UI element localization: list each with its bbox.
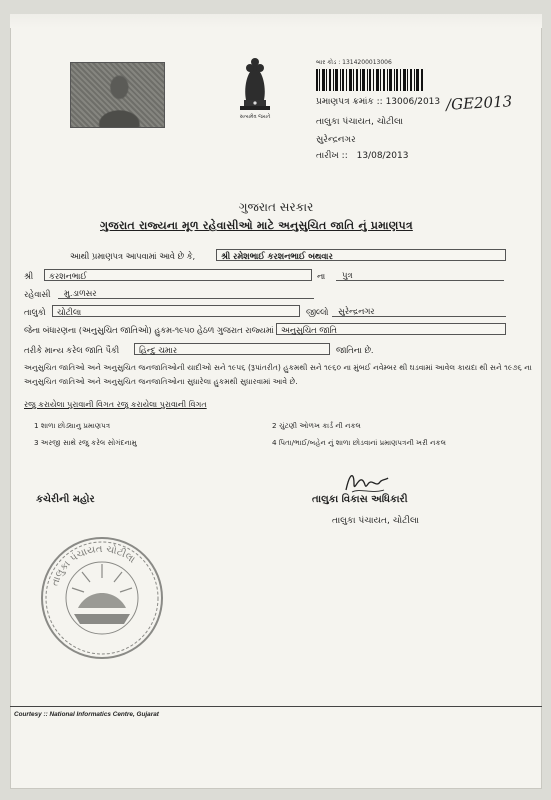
- residence-field: મુ.ડાળસર: [58, 287, 314, 299]
- seal-text: તાલુકા પંચાયત ચોટીલા: [49, 543, 137, 588]
- relation-field: પુત્ર: [336, 269, 504, 281]
- document-item: 3 અરજી સાથે રજુ કરેલ સોગંદનામુ: [34, 438, 137, 447]
- taluka-field: ચોટીલા: [52, 305, 300, 317]
- residence-label: રહેવાસી: [24, 289, 51, 299]
- barcode-label: બાર કોડ : 1314200013006: [316, 59, 392, 66]
- handwritten-note: /GE2013: [445, 92, 513, 114]
- certificate-number: પ્રમાણપત્ર ક્રમાંક :: 13006/2013: [316, 97, 441, 107]
- svg-text:તાલુકા પંચાયત ચોટીલા: [50, 542, 138, 587]
- barcode-icon: [316, 69, 424, 91]
- certificate-sheet: [10, 14, 542, 789]
- na-label: ના: [317, 271, 326, 281]
- father-name-field: કરશનભાઈ: [44, 269, 312, 281]
- signatory-title: તાલુકા વિકાસ અધિકારી: [312, 494, 408, 505]
- signature-icon: [342, 470, 390, 496]
- government-title: ગુજરાત સરકાર: [238, 200, 314, 214]
- applicant-photo: [70, 62, 165, 128]
- order-field: અનુસુચિત જાતિ: [276, 323, 506, 335]
- office-line-2: સુરેન્દ્રનગર: [316, 135, 356, 145]
- recognized-label: તરીકે માન્ય કરેલ જાતિ પૈકી: [24, 345, 120, 355]
- district-field: સુરેન્દ્રનગર: [332, 305, 506, 317]
- documents-heading: રજુ કરાયેલા પુરાવાની વિગત રજુ કરાયેલા પુરાવાની વિગત: [24, 400, 207, 409]
- certificate-title: ગુજરાત રાજ્યના મૂળ રહેવાસીઓ માટે અનુસુચિત જાતિ નું પ્રમાણપત્ર: [100, 219, 413, 232]
- taluka-label: તાલુકો: [24, 307, 46, 317]
- issued-to-field: શ્રી રમેશભાઈ કરશનભાઈ બથવાર: [216, 249, 506, 261]
- office-seal-icon: [38, 534, 166, 662]
- issue-date: તારીખ :: 13/08/2013: [316, 151, 409, 161]
- document-item: 1 શાળા છોડ્યાનુ પ્રમાણપત્ર: [34, 421, 111, 430]
- paper-edge: [10, 14, 542, 28]
- order-label: જેના બંધારણના (અનુસુચિત જાતિઓ) હુકમ-૧૯૫૦ હેઠળ ગુજરાત રાજ્યમાં: [24, 325, 274, 335]
- footer-courtesy: Courtesy :: National Informatics Centre, Gujarat: [14, 711, 159, 718]
- district-label: જીલ્લો: [306, 307, 329, 317]
- caste-field: હિન્દુ ચમાર: [134, 343, 330, 355]
- document-item: 2 ચુંટણી ઓળખ કાર્ડ ની નકલ: [272, 421, 361, 430]
- state-emblem-icon: [230, 54, 280, 116]
- office-line-1: તાલુકા પંચાયત, ચોટીલા: [316, 117, 403, 127]
- office-seal-label: કચેરીની મહોર: [36, 494, 95, 505]
- footer-rule: [10, 706, 542, 707]
- emblem-caption: સત્યમેવ જયતે: [239, 114, 271, 120]
- issued-to-label: આથી પ્રમાણપત્ર આપવામાં આવે છે કે,: [70, 251, 196, 261]
- caste-suffix: જાતિના છે.: [336, 345, 374, 355]
- document-item: 4 પિતા/ભાઈ/બહેન નું શાળા છોડવાનાં પ્રમાણપત્રની ખરી નકલ: [272, 438, 447, 447]
- legal-paragraph: અનુસુચિત જાતિઓ અને અનુસુચિત જનજાતિઓની યાદીઓ સને ૧૯૫૬ (રૂપાંતરીત) હુકમથી સને ૧૯૬૦ ના મુંબઈ નવેમ્બર થી ઘડવામાં આવેલ કાયદા થી સને ૧૯૭૬ ના અનુસુચિત જાતિઓ અને અનુસુચિત જનજાતિઓના સુધારેલા હુકમથી સુધારવામાં આવે છે.: [24, 363, 532, 386]
- shri-label: શ્રી: [24, 271, 34, 281]
- signatory-office: તાલુકા પંચાયત, ચોટીલા: [332, 516, 419, 526]
